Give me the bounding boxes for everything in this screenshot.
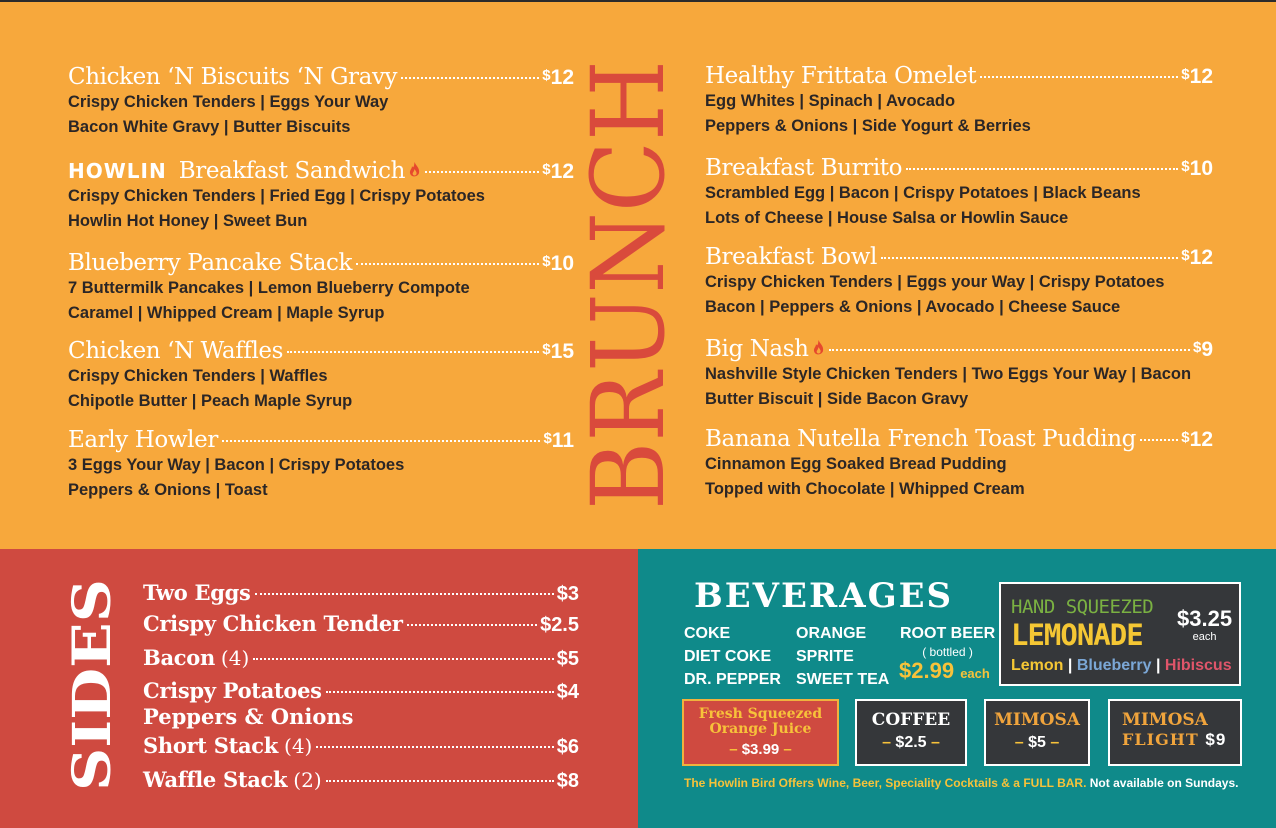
- lemonade-price-value: $3.25: [1177, 606, 1233, 631]
- soda-column-1: [684, 622, 781, 691]
- soda-price-each: each: [960, 666, 990, 681]
- menu-item-price-value: 12: [1189, 246, 1213, 269]
- menu-item: [68, 250, 574, 326]
- side-item-price-value: 5: [567, 648, 579, 670]
- side-item: [143, 580, 579, 606]
- flavor-divider: |: [1155, 657, 1165, 674]
- menu-item-header: [705, 244, 1213, 270]
- side-item-qty: (2): [293, 768, 322, 792]
- menu-item-price-value: 12: [1189, 428, 1213, 451]
- menu-item-price-value: 10: [1189, 157, 1213, 180]
- leader-dots: [1140, 439, 1178, 441]
- bar-footnote: [684, 776, 1238, 790]
- leader-dots: [906, 168, 1178, 170]
- flavor-lemon: Lemon: [1011, 657, 1064, 674]
- menu-item-name: Healthy Frittata Omelet: [705, 63, 977, 89]
- menu-item: [68, 64, 574, 140]
- menu-item: [705, 155, 1213, 231]
- menu-item-description: Butter Biscuit | Side Bacon Gravy: [705, 390, 969, 408]
- drink-item: DIET COKE: [684, 648, 772, 665]
- menu-item: [68, 158, 574, 234]
- menu-item: [705, 426, 1213, 502]
- sides-title-text: SIDES: [62, 606, 123, 791]
- side-item: [143, 678, 579, 729]
- menu-item-description: 3 Eggs Your Way | Bacon | Crispy Potatoes: [68, 456, 405, 474]
- spicy-flame-icon: [408, 162, 421, 178]
- side-item-header: [143, 733, 579, 759]
- oj-line2: Orange Juice: [709, 721, 812, 737]
- leader-dots: [407, 624, 537, 626]
- coffee-price-value: $2.5: [895, 734, 927, 751]
- menu-item-description: Nashville Style Chicken Tenders | Two Eggs Your Way | Bacon: [705, 365, 1192, 383]
- leader-dots: [222, 440, 541, 442]
- mimosa-price-value: $5: [1028, 734, 1046, 751]
- menu-item-description: Bacon White Gravy | Butter Biscuits: [68, 118, 351, 136]
- side-item-price-value: 4: [567, 681, 579, 703]
- coffee-name: COFFEE: [871, 710, 951, 730]
- menu-item-header: [705, 426, 1213, 452]
- menu-item-description: Scrambled Egg | Bacon | Crispy Potatoes | Black Beans: [705, 184, 1141, 202]
- side-item: [143, 767, 579, 793]
- leader-dots: [881, 257, 1178, 259]
- menu-item-description: Chipotle Butter | Peach Maple Syrup: [68, 392, 353, 410]
- orange-juice-card: [682, 699, 839, 766]
- menu-item-price-value: 9: [1201, 338, 1213, 361]
- side-item-header: [143, 580, 579, 606]
- lemonade-line1: HAND SQUEEZED: [1011, 596, 1154, 618]
- drink-item: COKE: [684, 625, 731, 642]
- flavor-divider: |: [1067, 657, 1077, 674]
- menu-item-description: Peppers & Onions | Side Yogurt & Berries: [705, 117, 1031, 135]
- menu-item-description: Topped with Chocolate | Whipped Cream: [705, 480, 1025, 498]
- menu-item-header: [68, 250, 574, 276]
- side-item-price-value: 6: [567, 736, 579, 758]
- brunch-title: [570, 25, 687, 514]
- side-item-name: Two Eggs: [143, 580, 251, 605]
- menu-item-description: Crispy Chicken Tenders | Eggs your Way | Crispy Potatoes: [705, 273, 1165, 291]
- leader-dots: [980, 76, 1178, 78]
- beverages-title: BEVERAGES: [694, 576, 954, 616]
- drink-item: ORANGE: [796, 625, 867, 642]
- flight-line1: MIMOSA: [1122, 710, 1208, 730]
- menu-item-price-value: 11: [551, 429, 574, 452]
- menu-item-description: Lots of Cheese | House Salsa or Howlin Sauce: [705, 209, 1069, 227]
- leader-dots: [287, 351, 539, 353]
- menu-item-price: $12: [1181, 65, 1213, 88]
- coffee-price: – $2.5 –: [882, 734, 940, 751]
- side-item-name: Bacon: [143, 645, 215, 670]
- side-item-header: [143, 767, 579, 793]
- menu-item-name: Breakfast Bowl: [705, 244, 877, 270]
- lemonade-flavors: [1011, 657, 1232, 675]
- leader-dots: [253, 658, 553, 660]
- side-item-price-value: 2.5: [551, 614, 579, 636]
- leader-dots: [425, 171, 539, 173]
- menu-item-description: Egg Whites | Spinach | Avocado: [705, 92, 956, 110]
- side-item-price-value: 8: [567, 770, 579, 792]
- side-item-header: [143, 611, 579, 637]
- menu-item-price-value: 12: [550, 66, 574, 89]
- menu-item-description: Caramel | Whipped Cream | Maple Syrup: [68, 304, 385, 322]
- menu-item-price: $9: [1192, 338, 1213, 361]
- flavor-blueberry: Blueberry: [1076, 657, 1152, 674]
- menu-item-price: $15: [542, 340, 574, 363]
- menu-item-price: $12: [1181, 246, 1213, 269]
- spicy-flame-icon: [812, 340, 825, 356]
- menu-item-price-value: 10: [550, 252, 574, 275]
- soda-column-2: [796, 622, 889, 691]
- menu-item: [705, 63, 1213, 139]
- menu-item-description: Cinnamon Egg Soaked Bread Pudding: [705, 455, 1007, 473]
- menu-item-price: $11: [543, 429, 574, 452]
- lemonade-price: [1177, 606, 1233, 646]
- menu-item-description: Crispy Chicken Tenders | Waffles: [68, 367, 328, 385]
- menu-item-name: Big Nash: [705, 336, 809, 362]
- lemonade-card: [999, 582, 1241, 686]
- menu-item-description: Howlin Hot Honey | Sweet Bun: [68, 212, 308, 230]
- leader-dots: [356, 263, 539, 265]
- menu-item-header: [705, 336, 1213, 362]
- side-item-qty: (4): [220, 646, 250, 670]
- soda-price: [899, 658, 990, 684]
- mimosa-name: MIMOSA: [994, 710, 1080, 730]
- flight-line2: [1110, 730, 1240, 750]
- side-item-name: Short Stack: [143, 733, 279, 758]
- menu-item-price-value: 12: [1189, 65, 1213, 88]
- coffee-card: [855, 699, 967, 766]
- side-item-qty: (4): [284, 734, 313, 758]
- leader-dots: [829, 349, 1190, 351]
- root-beer: [900, 622, 995, 659]
- menu-item-header: [68, 427, 574, 453]
- menu-item-name: Early Howler: [68, 427, 218, 453]
- menu-item-name: Banana Nutella French Toast Pudding: [705, 426, 1136, 452]
- side-item-name: Crispy Chicken Tender: [143, 611, 403, 636]
- side-item: [143, 645, 579, 671]
- side-item-name: Crispy Potatoes: [143, 678, 322, 703]
- drink-item: DR. PEPPER: [684, 671, 781, 688]
- drink-item: SPRITE: [796, 648, 854, 665]
- leader-dots: [326, 691, 554, 693]
- side-item-price-value: 3: [567, 583, 579, 605]
- howlin-logo: HOWLIN: [68, 159, 167, 183]
- leader-dots: [255, 593, 554, 595]
- leader-dots: [316, 746, 553, 748]
- footnote-main: The Howlin Bird Offers Wine, Beer, Speciality Cocktails & a FULL BAR.: [684, 776, 1087, 790]
- menu-item-price-value: 15: [550, 340, 574, 363]
- leader-dots: [326, 780, 554, 782]
- side-item-price: $8: [556, 770, 579, 792]
- menu-item: [705, 336, 1213, 412]
- flight-line2-text: FLIGHT: [1122, 730, 1199, 749]
- menu-item: [705, 244, 1213, 320]
- oj-line1: Fresh Squeezed: [698, 706, 823, 722]
- menu-item-price: $12: [542, 66, 574, 89]
- side-item: [143, 611, 579, 637]
- menu-item-name: Chicken ‘N Biscuits ‘N Gravy: [68, 64, 398, 90]
- mimosa-flight-card: [1108, 699, 1242, 766]
- side-item-header: [143, 645, 579, 671]
- menu-item-header: [705, 155, 1213, 181]
- menu-item-name: Blueberry Pancake Stack: [68, 250, 353, 276]
- menu-item-name: Breakfast Burrito: [705, 155, 903, 181]
- menu-item-price: $10: [1181, 157, 1213, 180]
- flavor-hibiscus: Hibiscus: [1164, 657, 1232, 674]
- menu-item-name: Breakfast Sandwich: [178, 158, 406, 184]
- side-item-price: $2.5: [540, 614, 579, 636]
- oj-price: – $3.99 –: [729, 741, 792, 758]
- oj-price-value: $3.99: [741, 741, 780, 758]
- side-item-name: Waffle Stack: [143, 767, 288, 792]
- lemonade-price-each: each: [1192, 631, 1217, 643]
- menu-item-header: [68, 158, 574, 184]
- sides-title: [58, 575, 128, 795]
- menu-item-price: $12: [542, 160, 574, 183]
- mimosa-card: [984, 699, 1090, 766]
- soda-price-value: $2.99: [899, 658, 955, 683]
- menu-item-price: $12: [1181, 428, 1213, 451]
- menu-item-description: Bacon | Peppers & Onions | Avocado | Cheese Sauce: [705, 298, 1121, 316]
- side-item-price: $4: [556, 681, 579, 703]
- side-item-price: $3: [556, 583, 579, 605]
- menu-item-description: Crispy Chicken Tenders | Eggs Your Way: [68, 93, 389, 111]
- root-beer-label: ROOT BEER: [900, 625, 996, 642]
- mimosa-price: – $5 –: [1014, 734, 1060, 751]
- lemonade-line2: LEMONADE: [1011, 618, 1143, 652]
- root-beer-note: ( bottled ): [922, 645, 973, 659]
- menu-item-name: Chicken ‘N Waffles: [68, 338, 284, 364]
- menu-item-price-value: 12: [550, 160, 574, 183]
- flight-price: $9: [1205, 730, 1227, 749]
- menu-item-header: [68, 64, 574, 90]
- side-item-sub: Peppers & Onions: [143, 704, 354, 729]
- menu-item-description: Peppers & Onions | Toast: [68, 481, 268, 499]
- brunch-title-text: BRUNCH: [570, 25, 687, 510]
- menu-item-description: Crispy Chicken Tenders | Fried Egg | Crispy Potatoes: [68, 187, 485, 205]
- menu-item-header: [68, 338, 574, 364]
- side-item-price: $5: [556, 648, 579, 670]
- drink-item: SWEET TEA: [796, 671, 890, 688]
- menu-item: [68, 427, 574, 503]
- side-item-price: $6: [556, 736, 579, 758]
- footnote-note: Not available on Sundays.: [1089, 776, 1239, 790]
- menu-item: [68, 338, 574, 414]
- side-item-header: [143, 678, 579, 704]
- menu-item-description: 7 Buttermilk Pancakes | Lemon Blueberry Compote: [68, 279, 470, 297]
- side-item: [143, 733, 579, 759]
- leader-dots: [401, 77, 539, 79]
- menu-item-header: [705, 63, 1213, 89]
- menu-item-price: $10: [542, 252, 574, 275]
